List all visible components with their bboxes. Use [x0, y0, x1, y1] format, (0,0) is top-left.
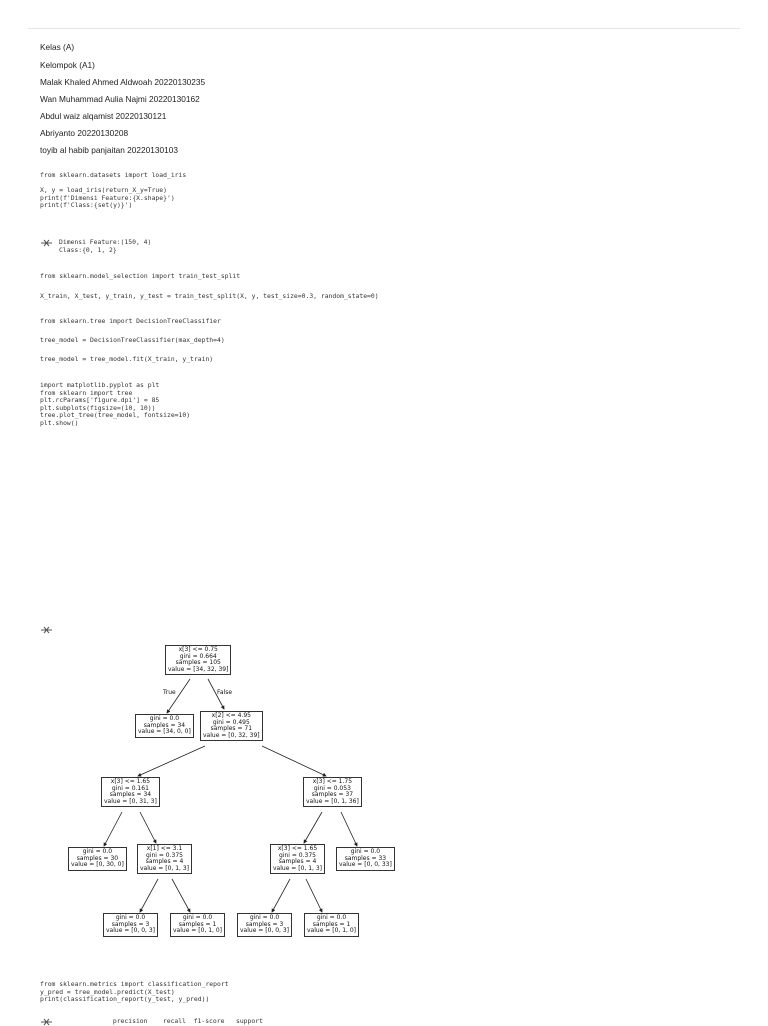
output-toggle-icon[interactable] — [40, 1018, 53, 1026]
tree-node-l2a: gini = 0.0 samples = 30 value = [0, 30, 0] — [68, 847, 127, 871]
edge-l2b-l3b — [172, 879, 190, 912]
edge-label-false: False — [217, 689, 233, 696]
tree-node-l2b: x[1] <= 3.1 gini = 0.375 samples = 4 value = [0, 1, 3] — [137, 844, 192, 874]
output-report-header: precision recall f1-score support — [59, 1017, 263, 1025]
tree-node-r2b: gini = 0.0 samples = 33 value = [0, 0, 33] — [336, 847, 395, 871]
tree-node-r2: x[3] <= 1.75 gini = 0.053 samples = 37 value = [0, 1, 36] — [303, 777, 362, 807]
code-cell-plot-tree[interactable]: import matplotlib.pyplot as plt from sklearn import tree plt.rcParams['figure.dpi'] = 85 plt.subplots(figsize=(10, 10)) tree.plot_tree(tree_model, fontsize=10) plt.show() — [40, 381, 191, 427]
member-1: Malak Khaled Ahmed Aldwoah 20220130235 — [40, 77, 206, 87]
tree-node-r3b: gini = 0.0 samples = 1 value = [0, 1, 0] — [304, 913, 359, 937]
edge-r2a-r3b — [306, 879, 322, 912]
class-label: Kelas (A) — [40, 42, 75, 52]
decision-tree-plot — [0, 600, 768, 960]
edge-l2b-l3a — [140, 879, 158, 912]
tree-node-l3b: gini = 0.0 samples = 1 value = [0, 1, 0] — [170, 913, 225, 937]
code-cell-classification-report[interactable]: from sklearn.metrics import classification_report y_pred = tree_model.predict(X_test) print(classification_report(y_test, y_pred)) — [40, 980, 229, 1004]
edge-r1-l2 — [138, 746, 205, 776]
edge-r2-r2b — [341, 812, 357, 846]
code-cell-import-tree[interactable]: from sklearn.tree import DecisionTreeClassifier — [40, 317, 221, 325]
code-cell-load-iris[interactable]: from sklearn.datasets import load_iris X, y = load_iris(return_X_y=True) print(f'Dimensi Feature:{X.shape}') print(f'Class:{set(y)}') — [40, 171, 187, 210]
edge-label-true: True — [163, 689, 176, 696]
code-cell-fit[interactable]: tree_model = tree_model.fit(X_train, y_train) — [40, 355, 214, 363]
edge-l2-l2a — [104, 812, 122, 846]
tree-node-r3a: gini = 0.0 samples = 3 value = [0, 0, 3] — [237, 913, 292, 937]
output-dimensi: Dimensi Feature:(150, 4) Class:{0, 1, 2} — [59, 238, 152, 254]
code-cell-train-test-split[interactable]: X_train, X_test, y_train, y_test = train_test_split(X, y, test_size=0.3, random_state=0) — [40, 292, 379, 300]
output-toggle-icon[interactable] — [40, 239, 53, 247]
edge-r1-r2 — [262, 746, 326, 776]
edge-r2a-r3a — [272, 879, 290, 912]
member-3: Abdul waiz alqamist 20220130121 — [40, 111, 167, 121]
tree-node-r1: x[2] <= 4.95 gini = 0.495 samples = 71 value = [0, 32, 39] — [200, 711, 263, 741]
group-label: Kelompok (A1) — [40, 60, 95, 70]
tree-node-l2: x[3] <= 1.65 gini = 0.161 samples = 34 value = [0, 31, 3] — [101, 777, 160, 807]
code-cell-import-split[interactable]: from sklearn.model_selection import train_test_split — [40, 272, 241, 280]
tree-node-l3a: gini = 0.0 samples = 3 value = [0, 0, 3] — [103, 913, 158, 937]
top-divider — [28, 28, 740, 29]
edge-l2-l2b — [140, 812, 156, 843]
edge-root-l1 — [167, 679, 190, 713]
tree-node-root: x[3] <= 0.75 gini = 0.664 samples = 105 value = [34, 32, 39] — [165, 645, 231, 675]
tree-node-r2a: x[3] <= 1.65 gini = 0.375 samples = 4 value = [0, 1, 3] — [270, 844, 325, 874]
tree-node-l1: gini = 0.0 samples = 34 value = [34, 0, 0] — [135, 714, 194, 738]
edge-r2-r2a — [304, 812, 322, 843]
member-5: toyib al habib panjaitan 20220130103 — [40, 145, 178, 155]
member-4: Abriyanto 20220130208 — [40, 128, 129, 138]
code-cell-tree-model[interactable]: tree_model = DecisionTreeClassifier(max_depth=4) — [40, 336, 225, 344]
member-2: Wan Muhammad Aulia Najmi 20220130162 — [40, 94, 200, 104]
